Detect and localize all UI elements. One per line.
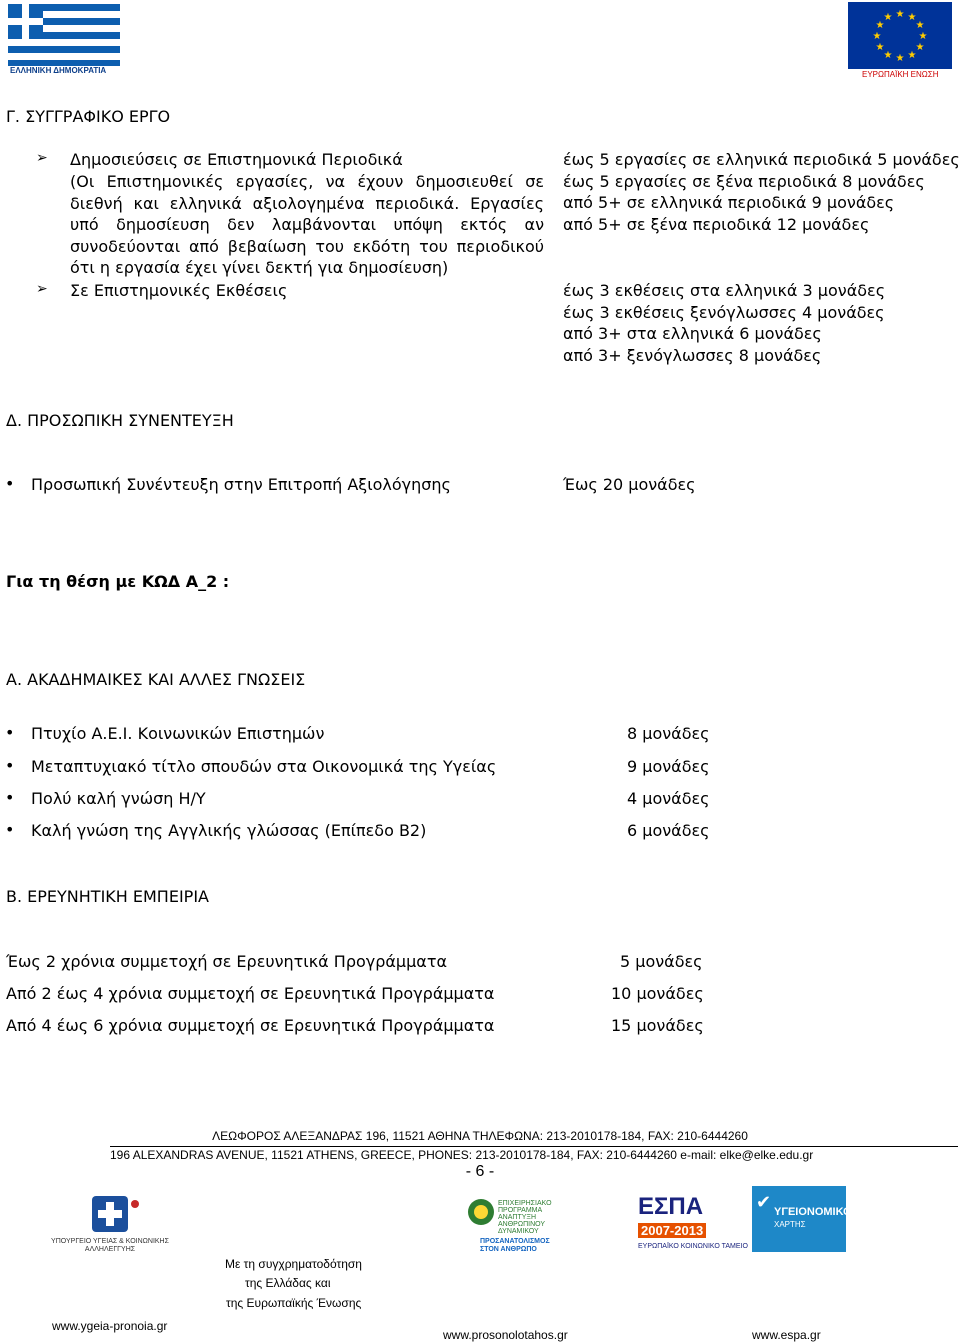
journals-point: έως 5 εργασίες σε ξένα περιοδικά 8 μονάδες: [563, 171, 925, 191]
arrow-bullet-icon: ➢: [36, 150, 48, 166]
qualification-label: Πτυχίο Α.Ε.Ι. Κοινωνικών Επιστημών: [31, 724, 325, 743]
experience-points: 15 μονάδες: [611, 1016, 704, 1035]
greek-flag-logo: [8, 4, 120, 76]
cofund-line: Με τη συγχρηματοδότηση: [225, 1257, 362, 1271]
bullet-icon: •: [5, 723, 15, 742]
journals-note: (Οι Επιστημονικές εργασίες, να έχουν δημοσιευθεί σε διεθνή και ελληνικά αξιολογημένα περιοδικά. Εργασίες υπό δημοσίευση δεν λαμβάνονται υπόψη εκτός αν συνοδεύονται από βεβαίωση του εκδότη του περιοδικού ότι η εργασία έχει γίνει δεκτή για δημοσίευση): [70, 172, 544, 277]
svg-text:★: ★: [907, 50, 917, 61]
bullet-icon: •: [5, 788, 15, 807]
program-caption: ΕΠΙΧΕΙΡΗΣΙΑΚΟ ΠΡΟΓΡΑΜΜΑ ΑΝΑΠΤΥΞΗ ΑΝΘΡΩΠΙΝΟΥ ΔΥΝΑΜΙΚΟΥ: [498, 1200, 552, 1235]
link-prosonolotahos[interactable]: www.prosonolotahos.gr: [443, 1328, 568, 1342]
qualification-label: Καλή γνώση της Αγγλικής γλώσσας (Επίπεδο Β2): [31, 821, 427, 840]
section-a-title: Α. ΑΚΑΔΗΜΑΙΚΕΣ ΚΑΙ ΑΛΛΕΣ ΓΝΩΣΕΙΣ: [6, 670, 306, 689]
arrow-bullet-icon: ➢: [36, 281, 48, 297]
greek-flag-icon: [8, 4, 120, 66]
cofund-line: της Ελλάδας και: [245, 1276, 331, 1290]
svg-text:★: ★: [918, 31, 928, 42]
exhibitions-point: έως 3 εκθέσεις ξενόγλωσσες 4 μονάδες: [563, 302, 885, 322]
ministry-emblem-icon: [50, 1194, 170, 1234]
exhibitions-point: από 3+ ξενόγλωσσες 8 μονάδες: [563, 345, 822, 365]
espa-title: ΕΣΠΑ: [638, 1193, 704, 1220]
exhibitions-point: από 3+ στα ελληνικά 6 μονάδες: [563, 324, 822, 343]
health-map-icon: ✔: [756, 1192, 772, 1213]
qualification-points: 9 μονάδες: [627, 757, 710, 776]
position-heading: Για τη θέση με ΚΩΔ Α_2 :: [6, 572, 230, 591]
qualification-label: Μεταπτυχιακό τίτλο σπουδών στα Οικονομικά της Υγείας: [31, 757, 497, 776]
espa-years: 2007-2013: [638, 1223, 706, 1238]
interview-points: Έως 20 μονάδες: [563, 475, 696, 494]
eu-flag-icon: [848, 2, 952, 69]
svg-text:★: ★: [895, 9, 905, 20]
qualification-label: Πολύ καλή γνώση Η/Υ: [31, 789, 206, 808]
section-g-title: Γ. ΣΥΓΓΡΑΦΙΚΟ ΕΡΓΟ: [6, 107, 171, 126]
page-number: - 6 -: [465, 1163, 495, 1180]
journals-points-list: [563, 149, 960, 235]
eu-flag-caption: ΕΥΡΩΠΑΪΚΗ ΕΝΩΣΗ: [862, 70, 939, 79]
program-emblem-icon: [466, 1196, 496, 1228]
section-d-title: Δ. ΠΡΟΣΩΠΙΚΗ ΣΥΝΕΝΤΕΥΞΗ: [6, 411, 234, 430]
espa-logo: [638, 1193, 748, 1266]
health-map-title: ΥΓΕΙΟΝΟΜΙΚΟΣ: [774, 1206, 859, 1218]
health-map-subtitle: ΧΑΡΤΗΣ: [774, 1220, 806, 1229]
svg-text:★: ★: [915, 42, 925, 53]
ministry-caption: ΥΠΟΥΡΓΕΙΟ ΥΓΕΙΑΣ & ΚΟΙΝΩΝΙΚΗΣ ΑΛΛΗΛΕΓΓΥΗΣ: [51, 1238, 169, 1253]
experience-label: Από 4 έως 6 χρόνια συμμετοχή σε Ερευνητικά Προγράμματα: [6, 1016, 495, 1035]
qualification-points: 8 μονάδες: [627, 724, 710, 743]
bullet-icon: •: [5, 756, 15, 775]
espa-caption: ΕΥΡΩΠΑΪΚΟ ΚΟΙΝΩΝΙΚΟ ΤΑΜΕΙΟ: [638, 1243, 748, 1250]
bullet-icon: •: [5, 820, 15, 839]
svg-text:★: ★: [875, 42, 885, 53]
interview-item: Προσωπική Συνέντευξη στην Επιτροπή Αξιολόγησης: [31, 475, 451, 494]
cofund-line: της Ευρωπαϊκής Ένωσης: [226, 1296, 362, 1310]
svg-text:★: ★: [907, 12, 917, 23]
experience-label: Από 2 έως 4 χρόνια συμμετοχή σε Ερευνητικά Προγράμματα: [6, 984, 495, 1003]
svg-text:★: ★: [883, 50, 893, 61]
qualification-points: 4 μονάδες: [627, 789, 710, 808]
greek-flag-caption: ΕΛΛΗΝΙΚΗ ΔΗΜΟΚΡΑΤΙΑ: [10, 66, 107, 75]
health-map-logo: [752, 1186, 859, 1252]
exhibitions-title: Σε Επιστημονικές Εκθέσεις: [70, 281, 288, 300]
ministry-logo: [50, 1194, 170, 1254]
exhibitions-point: έως 3 εκθέσεις στα ελληνικά 3 μονάδες: [563, 281, 886, 300]
svg-text:★: ★: [883, 12, 893, 23]
journals-point: από 5+ σε ελληνικά περιοδικά 9 μονάδες: [563, 193, 895, 212]
experience-points: 5 μονάδες: [620, 952, 703, 971]
journals-point: έως 5 εργασίες σε ελληνικά περιοδικά 5 μονάδες: [563, 150, 960, 169]
experience-points: 10 μονάδες: [611, 984, 704, 1003]
experience-label: Έως 2 χρόνια συμμετοχή σε Ερευνητικά Προγράμματα: [6, 952, 448, 971]
svg-text:★: ★: [875, 20, 885, 31]
program-logo: [466, 1196, 566, 1258]
svg-text:★: ★: [895, 53, 905, 64]
link-ygeia[interactable]: www.ygeia-pronoia.gr: [52, 1319, 168, 1333]
section-b-title: Β. ΕΡΕΥΝΗΤΙΚΗ ΕΜΠΕΙΡΙΑ: [6, 887, 209, 906]
bullet-icon: •: [5, 474, 15, 493]
eu-flag-logo: [848, 2, 954, 80]
program-slogan: ΠΡΟΣΑΝΑΤΟΛΙΣΜΟΣ ΣΤΟΝ ΑΝΘΡΩΠΟ: [480, 1238, 550, 1253]
footer-address-gr: ΛΕΩΦΟΡΟΣ ΑΛΕΞΑΝΔΡΑΣ 196, 11521 ΑΘΗΝΑ ΤΗΛΕΦΩΝΑ: 213-2010178-184, FAX: 210-6444260: [212, 1129, 748, 1143]
svg-text:★: ★: [872, 31, 882, 42]
footer-divider: [110, 1146, 958, 1147]
journals-point: από 5+ σε ξένα περιοδικά 12 μονάδες: [563, 214, 870, 234]
footer-address-en: 196 ALEXANDRAS AVENUE, 11521 ATHENS, GREECE, PHONES: 213-2010178-184, FAX: 210-6444260 e-mail: elke@elke.edu.gr: [110, 1148, 814, 1162]
svg-text:★: ★: [915, 20, 925, 31]
qualification-points: 6 μονάδες: [627, 821, 710, 840]
exhibitions-points-list: [563, 280, 885, 366]
journals-title: Δημοσιεύσεις σε Επιστημονικά Περιοδικά: [70, 150, 403, 169]
link-espa[interactable]: www.espa.gr: [752, 1328, 821, 1342]
